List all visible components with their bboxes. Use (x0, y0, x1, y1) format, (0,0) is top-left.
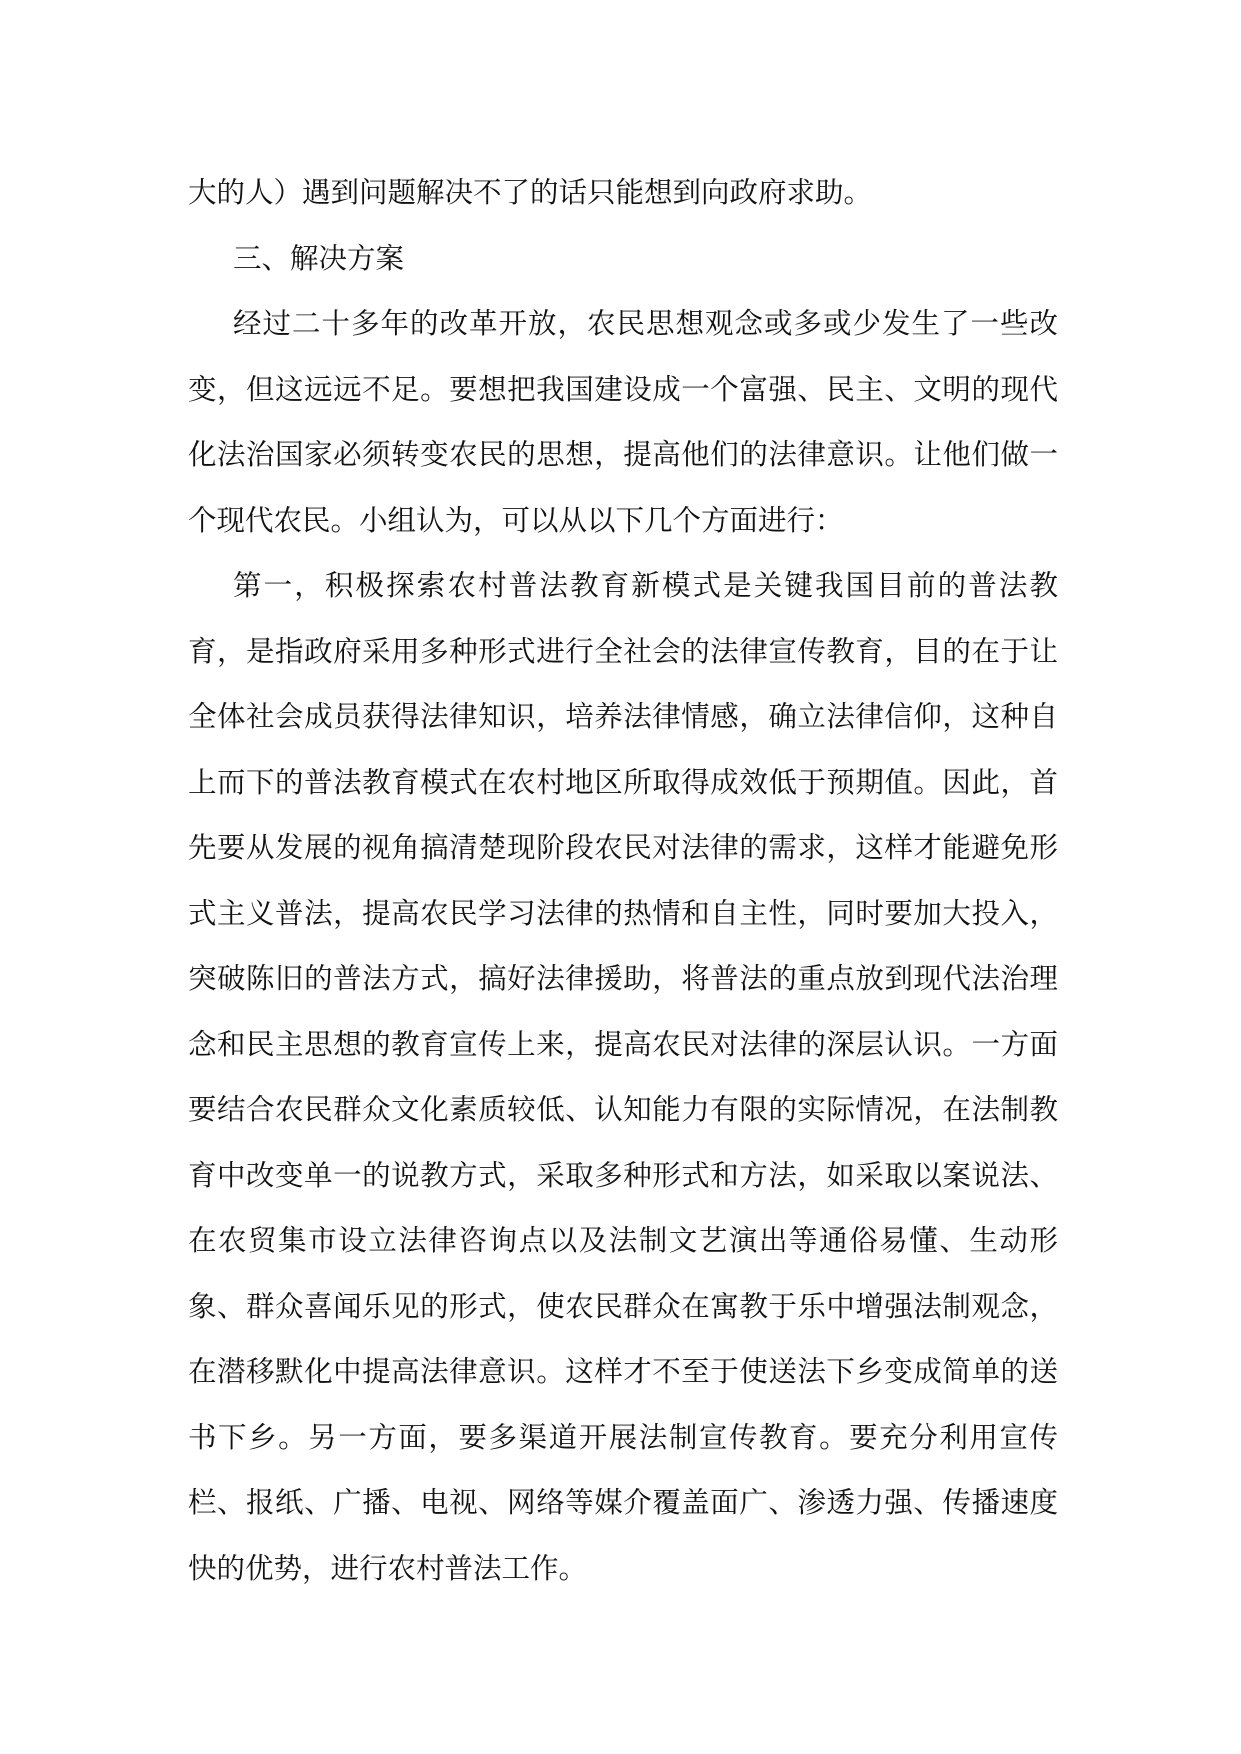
body-text (188, 160, 1058, 1601)
continuation-paragraph: 大的人）遇到问题解决不了的话只能想到向政府求助。 (188, 176, 873, 209)
section-heading: 三、解决方案 (233, 241, 405, 275)
point-one-paragraph: 第一，积极探索农村普法教育新模式是关键我国目前的普法教育，是指政府采用多种形式进行全社会的法律宣传教育，目的在于让全体社会成员获得法律知识，培养法律情感，确立法律信仰，这种自上而下的普法教育模式在农村地区所取得成效低于预期值。因此，首先要从发展的视角搞清楚现阶段农民对法律的需求，这样才能避免形式主义普法，提高农民学习法律的热情和自主性，同时要加大投入，突破陈旧的普法方式，搞好法律援助，将普法的重点放到现代法治理念和民主思想的教育宣传上来，提高农民对法律的深层认识。一方面要结合农民群众文化素质较低、认知能力有限的实际情况，在法制教育中改变单一的说教方式，采取多种形式和方法，如采取以案说法、在农贸集市设立法律咨询点以及法制文艺演出等通俗易懂、生动形象、群众喜闻乐见的形式，使农民群众在寓教于乐中增强法制观念，在潜移默化中提高法律意识。这样才不至于使送法下乡变成简单的送书下乡。另一方面，要多渠道开展法制宣传教育。要充分利用宣传栏、报纸、广播、电视、网络等媒介覆盖面广、渗透力强、传播速度快的优势，进行农村普法工作。 (188, 569, 1058, 1585)
intro-paragraph: 经过二十多年的改革开放，农民思想观念或多或少发生了一些改变，但这远远不足。要想把我国建设成一个富强、民主、文明的现代化法治国家必须转变农民的思想，提高他们的法律意识。让他们做一个现代农民。小组认为，可以从以下几个方面进行： (188, 307, 1058, 537)
